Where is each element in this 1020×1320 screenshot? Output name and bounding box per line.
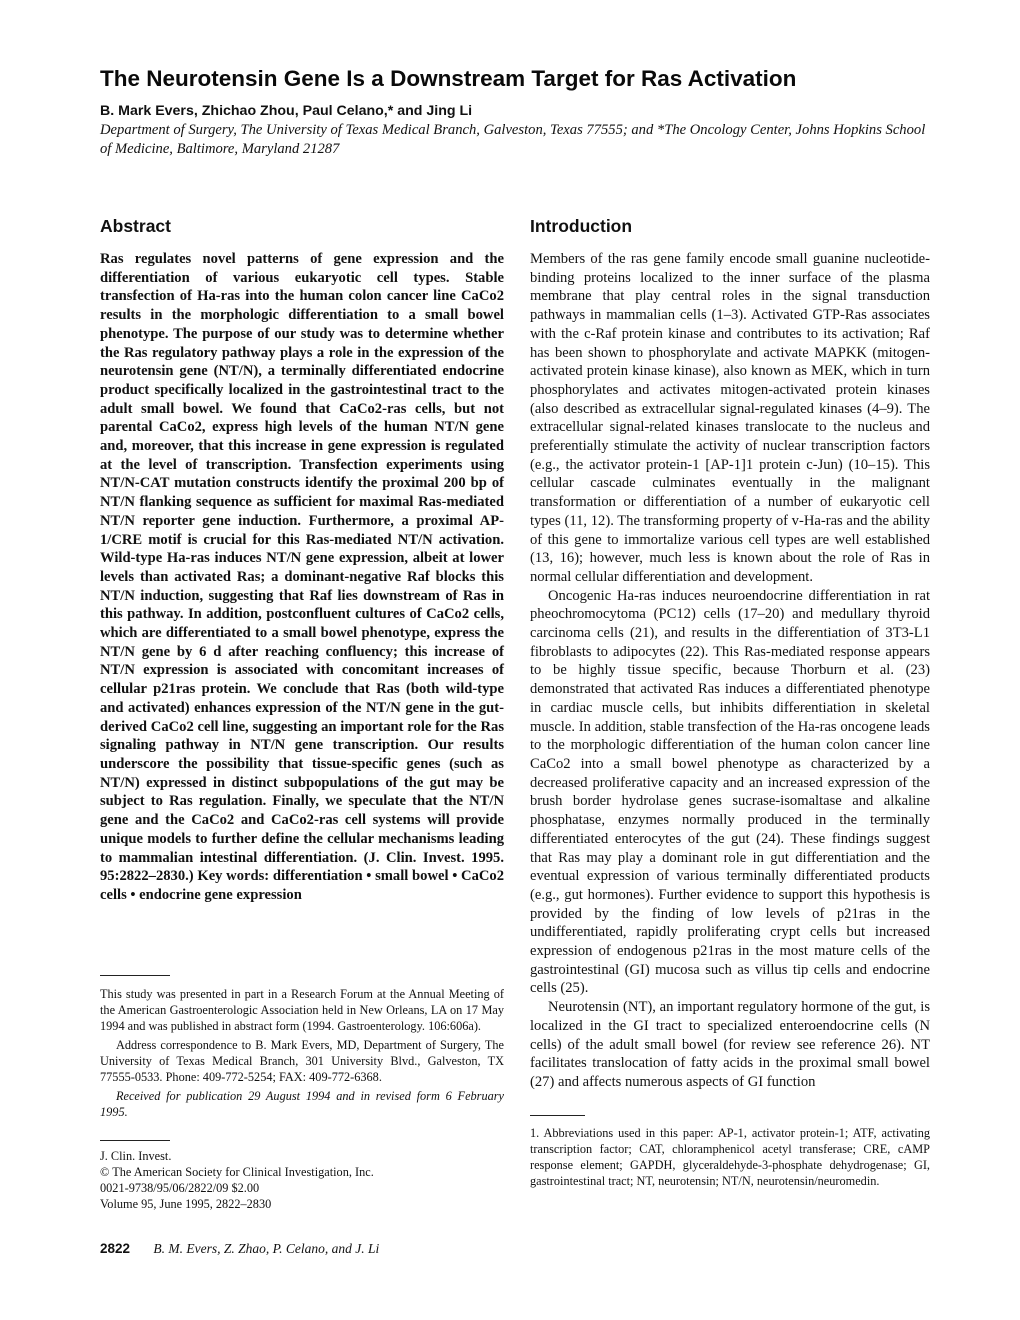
introduction-heading: Introduction [530,216,633,236]
author-list: B. Mark Evers, Zhichao Zhou, Paul Celano,* and Jing Li [100,103,473,119]
intro-paragraph-2: Oncogenic Ha-ras induces neuroendocrine differentiation in rat pheochromocytoma (PC12) cells (17–20) and medullary thyroid carcinoma cells (21), and results in the differentiation of 3T3-L1 fibroblasts to adipocytes (22). This Ras-mediated response appears to be highly tissue specific, because Thorburn et al. (23) demonstrated that activated Ras induces a differentiated phenotype in cardiac muscle cells, but inhibits differentiation in skeletal muscle. In addition, stable transfection of the Ha-ras oncogene leads to the morphologic differentiation of the human colon cancer line CaCo2 into a small bowel phenotype as characterized by a decreased proliferative capacity and an increased expression of the brush border hydrolase genes sucrase-isomaltase and alkaline phosphatase, enzymes normally produced in the terminally differentiated enterocytes of the gut (24). These findings suggest that Ras may play a dominant role in gut differentiation and the eventual expression of various terminally differentiated products (e.g., gut hormones). Further evidence to support this hypothesis is provided by the finding of low levels of p21ras in the undifferentiated, rapidly proliferating crypt cells but increased expression of endogenous p21ras in the most mature cells of the gastrointestinal (GI) mucosa such as villus tip cells and endocrine cells (25). [530,587,930,997]
introduction-body [530,250,930,1092]
intro-paragraph-1: Members of the ras gene family encode small guanine nucleotide-binding proteins localized to the inner surface of the plasma membrane that play central roles in the signal transduction pathways in mammalian cells (1–3). Activated GTP-Ras associates with the c-Raf protein kinase and contributes to its activation; Raf has been shown to phosphorylate and activate MAPKK (mitogen-activated protein kinase kinase), also known as MEK, which in turn phosphorylates and activates mitogen-activated protein kinases (also described as extracellular signal-regulated kinases (4–9). The extracellular signal-related kinases translocate to the nucleus and preferentially stimulate the activity of nuclear transcription factors (e.g., the activator protein-1 [AP-1]1 protein c-Jun) (10–15). This cellular cascade culminates eventually in the malignant transformation or differentiation of a number of eukaryotic cell types (11, 12). The transforming property of v-Ha-ras and the ability of this gene to immortalize various cell types are well established (13, 16); however, much less is known about the role of Ras in normal cellular differentiation and development. [530,251,930,585]
article-title: The Neurotensin Gene Is a Downstream Target for Ras Activation [100,66,797,91]
running-head: B. M. Evers, Z. Zhao, P. Celano, and J. Li [153,1241,380,1256]
footnote-received: Received for publication 29 August 1994 and in revised form 6 February 1995. [100,1089,504,1119]
page-footer [100,1241,379,1257]
page-number: 2822 [100,1241,131,1256]
footnotes-left [100,986,504,1123]
footnote-abbreviations [530,1125,930,1192]
journal-info [100,1148,504,1212]
footnote-rule-left [100,975,170,976]
journal-issn: 0021-9738/95/06/2822/09 $2.00 [100,1181,260,1195]
footnote-address: Address correspondence to B. Mark Evers, MD, Department of Surgery, The University of Texas Medical Branch, 301 University Blvd., Galveston, TX 77555-0533. Phone: 409-772-5254; FAX: 409-772-6368. [100,1038,504,1084]
journal-name: J. Clin. Invest. [100,1149,172,1163]
affiliation: Department of Surgery, The University of Texas Medical Branch, Galveston, Texas 77555; and *The Oncology Center, Johns Hopkins School of Medicine, Baltimore, Maryland 21287 [100,122,926,157]
abstract-body [100,250,504,905]
abstract-text: Ras regulates novel patterns of gene expression and the differentiation of various eukaryotic cell types. Stable transfection of Ha-ras into the human colon cancer line CaCo2 results in the morphologic differentiation to a small bowel phenotype. The purpose of our study was to determine whether the Ras regulatory pathway plays a role in the expression of the neurotensin gene (NT/N), a terminally differentiated endocrine product specifically localized in the gastrointestinal tract to the adult small bowel. We found that CaCo2-ras cells, but not parental CaCo2, express high levels of the human NT/N gene and, moreover, that this increase in gene expression is regulated at the level of transcription. Transfection experiments using NT/N-CAT mutation constructs identify the proximal 200 bp of NT/N flanking sequence as sufficient for maximal Ras-mediated NT/N reporter gene induction. Furthermore, a proximal AP-1/CRE motif is crucial for this Ras-mediated NT/N activation. Wild-type Ha-ras induces NT/N gene expression, albeit at lower levels than activated Ras; a dominant-negative Raf blocks this NT/N induction, suggesting that Raf lies downstream of Ras in this pathway. In addition, postconfluent cultures of CaCo2 cells, which are differentiated to a small bowel phenotype, express the NT/N gene by 6 d after reaching confluency; this increase of NT/N expression is associated with concomitant increases of cellular p21ras protein. We conclude that Ras (both wild-type and activated) enhances expression of the NT/N gene in the gut-derived CaCo2 cell line, suggesting an important role for the Ras signaling pathway in NT/N gene transcription. Our results underscore the possibility that tissue-specific genes (such as NT/N) expressed in distinct subpopulations of the gut may be subject to Ras regulation. Finally, we speculate that the NT/N gene and the CaCo2 and CaCo2-ras cell systems will provide unique models to further define the cellular mechanisms leading to mammalian intestinal differentiation. (J. Clin. Invest. 1995. 95:2822–2830.) Key words: differentiation • small bowel • CaCo2 cells • endocrine gene expression [100,251,504,903]
footnote-abbreviations-text: 1. Abbreviations used in this paper: AP-1, activator protein-1; ATF, activating transcription factor; CAT, chloramphenicol acetyl transferase; CRE, cAMP response element; GAPDH, glyceraldehyde-3-phosphate dehydrogenase; GI, gastrointestinal tract; NT, neurotensin; NT/N, neurotensin/neuromedin. [530,1126,930,1188]
journal-copyright: © The American Society for Clinical Investigation, Inc. [100,1165,374,1179]
journal-volume: Volume 95, June 1995, 2822–2830 [100,1197,272,1211]
journal-rule [100,1140,170,1141]
footnote-rule-right [530,1115,585,1116]
abstract-heading: Abstract [100,216,171,236]
footnote-presented: This study was presented in part in a Research Forum at the Annual Meeting of the American Gastroenterologic Association held in New Orleans, LA on 17 May 1994 and was published in abstract form (1994. Gastroenterology. 106:606a). [100,987,504,1033]
intro-paragraph-3: Neurotensin (NT), an important regulatory hormone of the gut, is localized in the GI tract to specialized enteroendocrine cells (N cells) of the adult small bowel (for review see reference 26). NT facilitates translocation of fatty acids in the proximal small bowel (27) and affects numerous aspects of GI function [530,999,930,1090]
